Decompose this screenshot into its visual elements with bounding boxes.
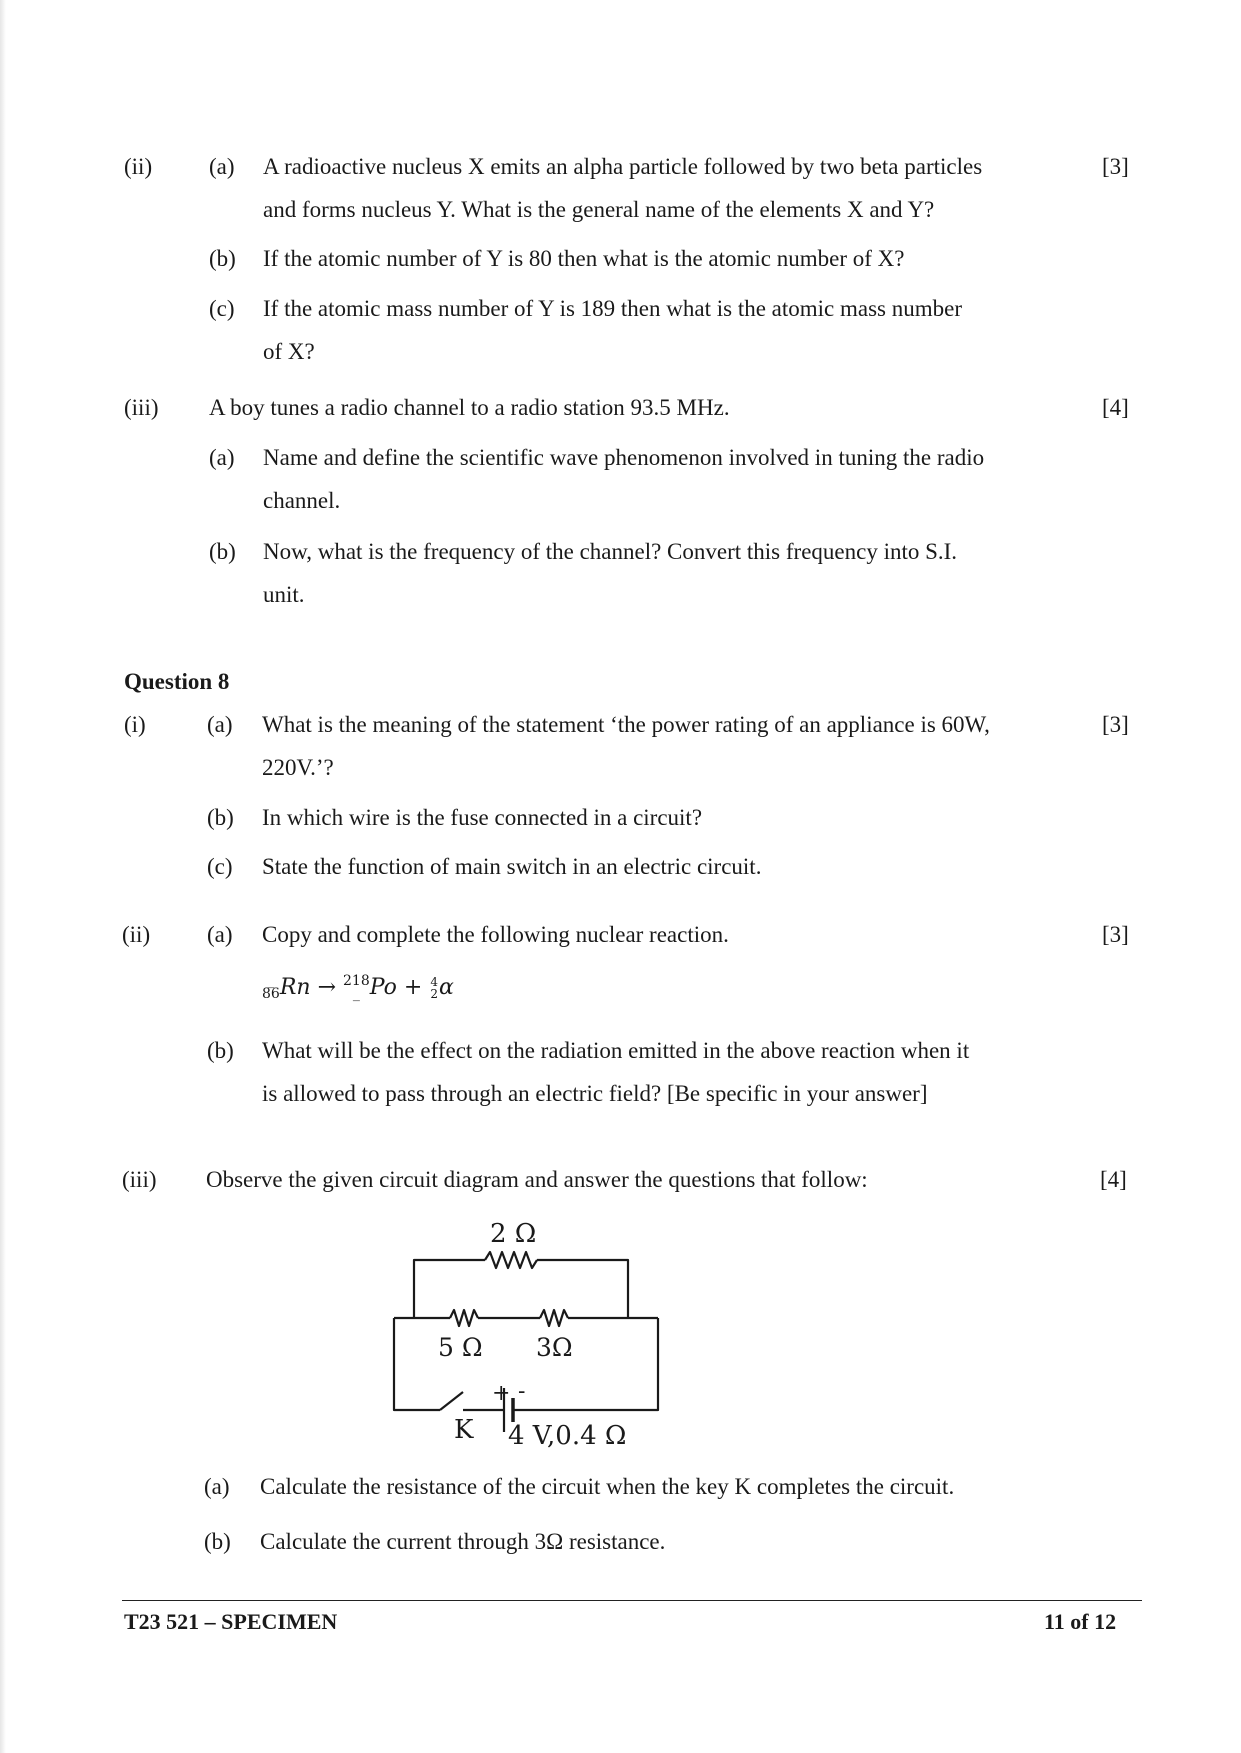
q8-i-b-label: (b)	[207, 805, 234, 830]
q7-iii-b-text-2: unit.	[263, 582, 305, 607]
q8-iii-number: (iii)	[122, 1167, 157, 1192]
q8-iii-a-text: Calculate the resistance of the circuit when the key K completes the circuit.	[260, 1474, 955, 1499]
po-mass-number: 218	[343, 973, 370, 989]
q8-i-a-label: (a)	[207, 712, 233, 737]
q7-iii-text: A boy tunes a radio channel to a radio station 93.5 MHz.	[209, 395, 730, 420]
resistor-5-ohm	[450, 1310, 478, 1326]
key-switch	[440, 1392, 463, 1410]
label-3-ohm: 3Ω	[536, 1333, 573, 1362]
q8-ii-number: (ii)	[122, 922, 151, 947]
q8-i-b-text: In which wire is the fuse connected in a circuit?	[262, 805, 703, 830]
q8-i-c-text: State the function of main switch in an electric circuit.	[262, 854, 762, 879]
q8-iii-marks: [4]	[1100, 1167, 1127, 1192]
scan-edge	[0, 0, 6, 1753]
cell-plus-sign: +	[492, 1381, 511, 1406]
q8-i-number: (i)	[124, 712, 146, 737]
q8-iii-b-text: Calculate the current through 3Ω resistance.	[260, 1529, 666, 1554]
label-5-ohm: 5 Ω	[438, 1333, 483, 1362]
q8-iii-text: Observe the given circuit diagram and answer the questions that follow:	[206, 1167, 868, 1192]
q8-ii-b-text-2: is allowed to pass through an electric field? [Be specific in your answer]	[262, 1081, 928, 1106]
q7-iii-a-text-1: Name and define the scientific wave phenomenon involved in tuning the radio	[263, 445, 985, 470]
q8-ii-b-label: (b)	[207, 1038, 234, 1063]
alpha-atomic-number: 2	[430, 987, 438, 1001]
q7-ii-a-text-1: A radioactive nucleus X emits an alpha particle followed by two beta particles	[263, 154, 983, 179]
q7-iii-a-text-2: channel.	[263, 488, 341, 513]
q8-i-a-text-2: 220V.’?	[262, 755, 334, 780]
wire-left-side	[394, 1318, 440, 1410]
q7-iii-a-label: (a)	[209, 445, 235, 470]
paper-code: T23 521 – SPECIMEN	[124, 1609, 338, 1634]
resistor-3-ohm	[540, 1310, 568, 1326]
reaction-plus: +	[403, 975, 423, 1000]
q8-i-a-text-1: What is the meaning of the statement ‘the power rating of an appliance is 60W,	[262, 712, 990, 737]
q7-ii-a-label: (a)	[209, 154, 235, 179]
label-key-k: K	[454, 1415, 474, 1445]
q7-ii-c-text-2: of X?	[263, 339, 315, 364]
wire-top-right	[537, 1260, 628, 1318]
q8-i-marks: [3]	[1102, 712, 1129, 737]
rn-atomic-number: 86	[262, 986, 280, 1002]
nuclear-reaction-equation	[262, 975, 454, 1001]
q8-ii-a-text: Copy and complete the following nuclear reaction.	[262, 922, 729, 947]
footer-divider	[122, 1600, 1142, 1601]
po-symbol: Po	[369, 975, 397, 1000]
q8-i-c-label: (c)	[207, 854, 233, 879]
label-2-ohm: 2 Ω	[490, 1219, 537, 1249]
page-number: 11 of 12	[1044, 1609, 1117, 1634]
label-cell-emf: 4 V,0.4 Ω	[508, 1421, 627, 1451]
q7-ii-a-text-2: and forms nucleus Y. What is the general name of the elements X and Y?	[263, 197, 935, 222]
rn-mass-blank: _	[267, 973, 275, 989]
q7-iii-b-label: (b)	[209, 539, 236, 564]
q7-ii-number: (ii)	[124, 154, 153, 179]
po-atomic-blank: _	[352, 986, 360, 1002]
alpha-mass-number: 4	[430, 975, 438, 989]
q7-iii-b-text-1: Now, what is the frequency of the channel? Convert this frequency into S.I.	[263, 539, 958, 564]
resistor-2-ohm	[485, 1252, 537, 1268]
rn-symbol: Rn	[279, 975, 311, 1000]
cell-minus-sign: -	[518, 1379, 526, 1404]
q8-ii-b-text-1: What will be the effect on the radiation emitted in the above reaction when it	[262, 1038, 970, 1063]
q7-ii-marks: [3]	[1102, 154, 1129, 179]
q7-iii-number: (iii)	[124, 395, 159, 420]
q7-ii-c-label: (c)	[209, 296, 235, 321]
wire-right-side	[513, 1318, 658, 1410]
q7-ii-c-text-1: If the atomic mass number of Y is 189 then what is the atomic mass number	[263, 296, 963, 321]
q8-iii-b-label: (b)	[204, 1529, 231, 1554]
q7-ii-b-label: (b)	[209, 246, 236, 271]
q7-ii-b-text: If the atomic number of Y is 80 then what is the atomic number of X?	[263, 246, 905, 271]
q8-ii-a-label: (a)	[207, 922, 233, 947]
q7-iii-marks: [4]	[1102, 395, 1129, 420]
reaction-arrow: →	[317, 975, 336, 1000]
alpha-symbol: α	[438, 975, 454, 1000]
q8-iii-a-label: (a)	[204, 1474, 230, 1499]
question-8-heading: Question 8	[124, 669, 230, 694]
q8-ii-marks: [3]	[1102, 922, 1129, 947]
circuit-diagram	[380, 1200, 680, 1460]
